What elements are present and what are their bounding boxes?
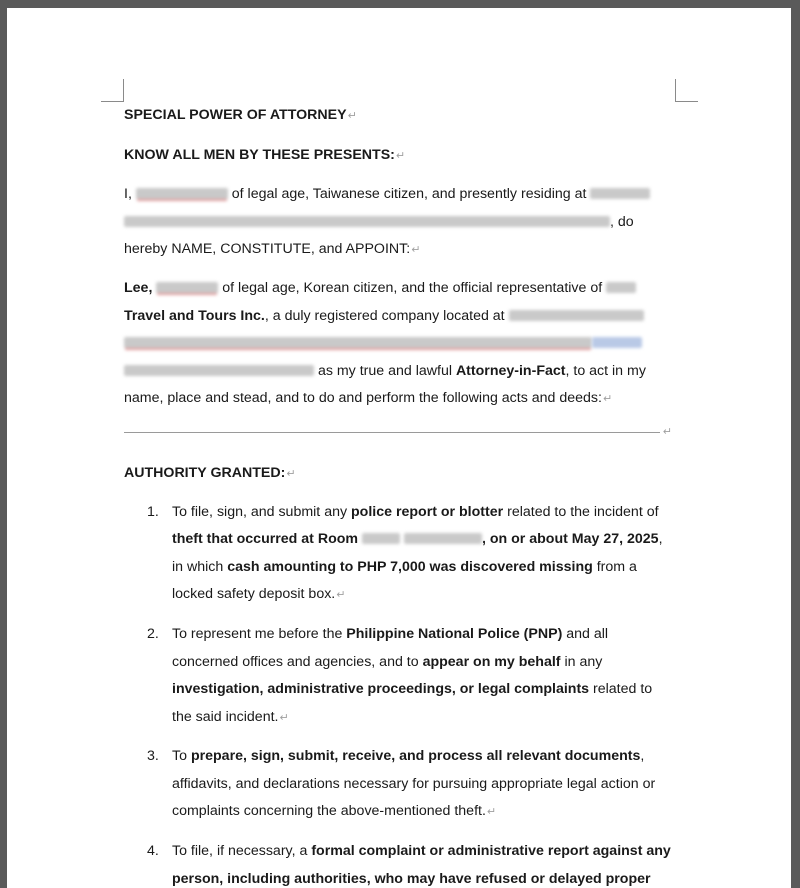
- margin-corner-top-left: [101, 79, 124, 102]
- document-body[interactable]: [124, 102, 672, 888]
- know-all-heading: KNOW ALL MEN BY THESE PRESENTS:↵: [124, 146, 406, 163]
- list-item: 1. To file, sign, and submit any police report or blotter related to the incident of theft that occurred at Room , on or about May 27, 2025, in which cash amounting to PHP 7,000 was discovered missing from a locked safety deposit box.↵: [147, 503, 663, 603]
- list-item: 2. To represent me before the Philippine National Police (PNP) and all concerned offices and agencies, and to appear on my behalf in any investigation, administrative proceedings, or legal complaints related to the said incident.↵: [147, 625, 653, 725]
- margin-corner-top-right: [675, 79, 698, 102]
- redacted-location-d: [124, 365, 314, 376]
- list-item: 3. To prepare, sign, submit, receive, and process all relevant documents, affidavits, and declarations necessary for pursuing appropriate legal action or complaints concerning the above-mentioned theft.↵: [147, 748, 656, 820]
- document-title: SPECIAL POWER OF ATTORNEY↵: [124, 107, 357, 123]
- redacted-company: [606, 282, 636, 293]
- redacted-address-b: [124, 216, 610, 227]
- document-page: [7, 8, 791, 888]
- redacted-hotel: [404, 533, 482, 544]
- redacted-location-a: [509, 310, 644, 321]
- paragraph-attorney: Lee, of legal age, Korean citizen, and the official representative of Travel and Tours Inc., a duly registered company located at as my true and lawful Attorney-in-Fact, to act in my name, place and stead, and to do and perform the following acts and deeds:↵: [124, 279, 646, 407]
- redacted-location-c: [592, 337, 642, 348]
- redacted-location-b: [124, 337, 592, 348]
- redacted-address-a: [590, 188, 650, 199]
- paragraph-grantor: I, of legal age, Taiwanese citizen, and presently residing at , do hereby NAME, CONSTITUTE, and APPOINT:↵: [124, 181, 672, 265]
- horizontal-rule: ↵: [124, 427, 672, 439]
- authority-list: [124, 499, 672, 888]
- redacted-name: [136, 188, 228, 199]
- redacted-name: [156, 282, 218, 293]
- authority-heading: AUTHORITY GRANTED:↵: [124, 464, 296, 481]
- list-item: 4. To file, if necessary, a formal complaint or administrative report against any person, including authorities, who may have refused or delayed proper: [147, 843, 671, 887]
- redacted-room: [362, 533, 400, 544]
